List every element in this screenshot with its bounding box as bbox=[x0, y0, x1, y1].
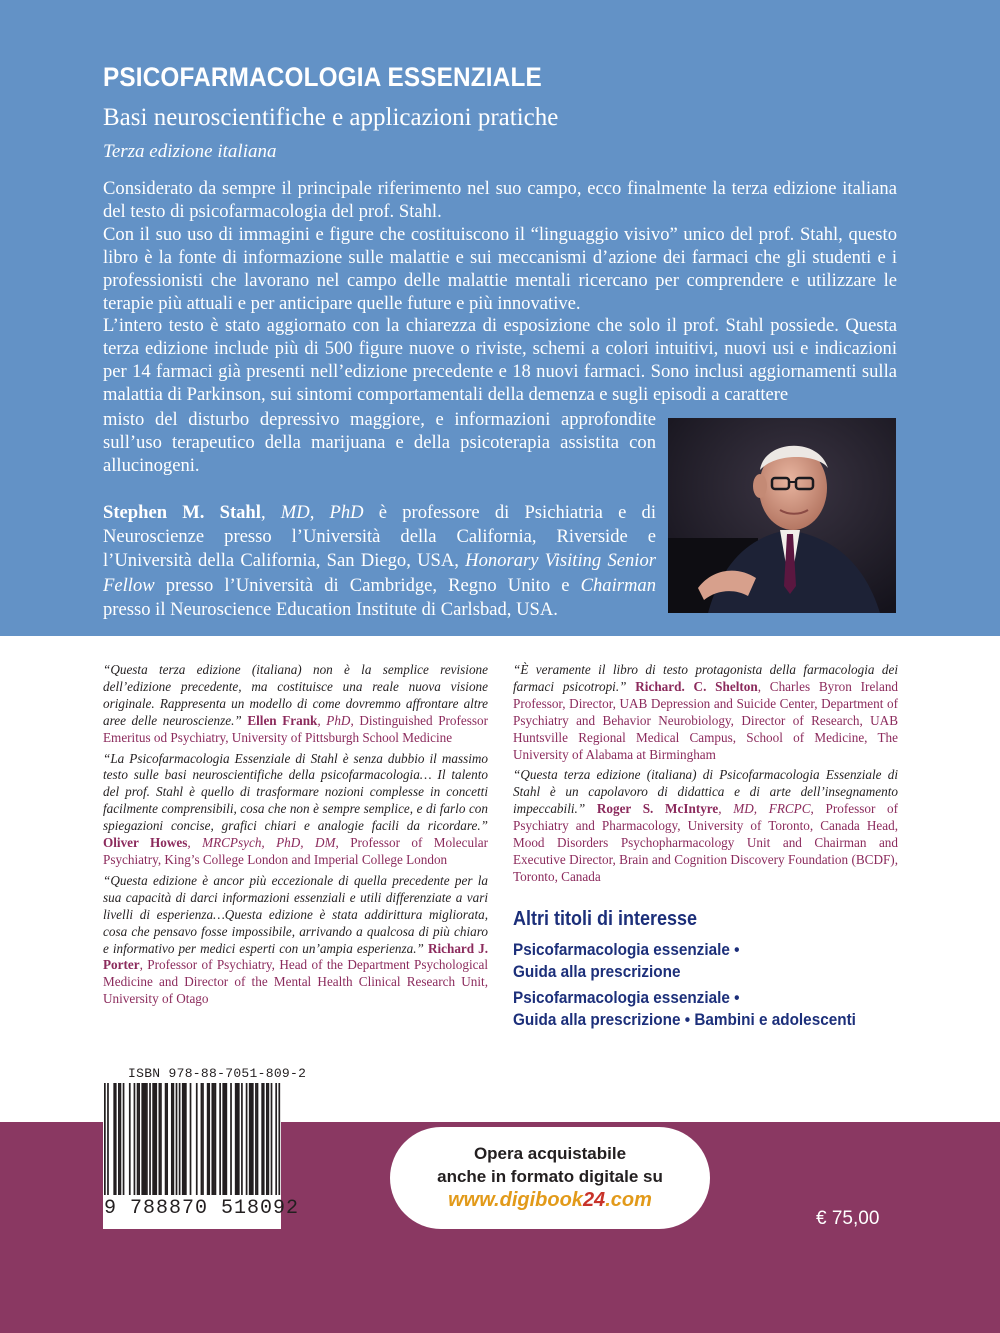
barcode-bar bbox=[123, 1083, 125, 1195]
barcode-bar bbox=[138, 1083, 140, 1195]
endorsements-right bbox=[513, 662, 898, 890]
barcode-bar bbox=[183, 1083, 185, 1195]
barcode-bar bbox=[173, 1083, 175, 1195]
barcode-bar bbox=[238, 1083, 240, 1195]
barcode-bar bbox=[120, 1083, 122, 1195]
quote-author-degree: , PhD bbox=[317, 712, 351, 728]
barcode-bar bbox=[201, 1083, 203, 1195]
barcode-bar bbox=[176, 1083, 178, 1195]
endorsement-mcintyre bbox=[513, 767, 898, 885]
quote-author: Roger S. McIntyre bbox=[596, 801, 719, 817]
barcode-bar bbox=[171, 1083, 173, 1195]
barcode-bar bbox=[129, 1083, 131, 1195]
barcode-bar bbox=[224, 1083, 226, 1195]
barcode-bar bbox=[250, 1083, 252, 1195]
other-title-1-line-2: Guida alla prescrizione bbox=[513, 962, 681, 981]
barcode-bar bbox=[160, 1083, 162, 1195]
barcode-bar bbox=[241, 1083, 243, 1195]
barcode-bar bbox=[154, 1083, 156, 1195]
barcode-bar bbox=[235, 1083, 237, 1195]
other-title-2-line-2: Guida alla prescrizione • Bambini e adolescenti bbox=[513, 1010, 856, 1029]
barcode-bar bbox=[278, 1083, 280, 1195]
digital-edition-badge[interactable] bbox=[390, 1127, 710, 1229]
barcode-bar bbox=[196, 1083, 198, 1195]
intro-paragraph-3-continued: misto del disturbo depressivo maggiore, e informazioni approfondite sull’uso terapeutico della marijuana e della psicoterapia assistita con allucinogeni. bbox=[103, 409, 656, 476]
book-subtitle: Basi neuroscientifiche e applicazioni pratiche bbox=[103, 104, 559, 131]
barcode-bar bbox=[275, 1083, 277, 1195]
barcode-bar bbox=[225, 1083, 227, 1195]
barcode-bar bbox=[185, 1083, 187, 1195]
barcode-bar bbox=[118, 1083, 120, 1195]
barcode-bar bbox=[141, 1083, 143, 1195]
barcode-bar bbox=[219, 1083, 221, 1195]
price-label: € 75,00 bbox=[816, 1208, 880, 1229]
barcode-bar bbox=[149, 1083, 151, 1195]
endorsement-shelton bbox=[513, 662, 898, 763]
intro-text bbox=[103, 178, 897, 407]
barcode-bar bbox=[152, 1083, 154, 1195]
bio-text: presso il Neuroscience Education Institute di Carlsbad, USA. bbox=[103, 598, 558, 620]
author-name: Stephen M. Stahl bbox=[103, 502, 261, 523]
intro-paragraph-2: Con il suo uso di immagini e figure che costituiscono il “linguaggio visivo” unico del prof. Stahl, questo libro è la fonte di informazione sulle malattie e sui meccanismi d’azione dei farmaci che gli studenti e i professionisti che lavorano nel campo delle malattie mentali ricercano per comprendere e utilizzare le terapie più attuali e per anticipare quelle future e più innovative. bbox=[103, 223, 897, 314]
quote-author-degree: , MRCPsych, PhD, DM bbox=[187, 835, 336, 851]
endorsement-howes bbox=[103, 751, 488, 869]
digibook-link-part: www.digibook bbox=[448, 1189, 583, 1211]
quote-text: “Questa terza edizione (italiana) non è la semplice revisione dell’edizione precedente, ma costituisce una reale nuova visione originale. Rappresenta un modello di come dovremmo affrontare altre aree delle neuroscienze.” bbox=[103, 662, 488, 728]
barcode-bar bbox=[146, 1083, 148, 1195]
barcode-bar bbox=[230, 1083, 232, 1195]
bio-fellow-title: Honorary Visiting Senior Fellow bbox=[103, 550, 656, 596]
intro-paragraph-1: Considerato da sempre il principale riferimento nel suo campo, ecco finalmente la terza edizione italiana del testo di psicofarmacologia del prof. Stahl. bbox=[103, 178, 897, 222]
other-titles-heading: Altri titoli di interesse bbox=[513, 908, 698, 930]
quote-author-affiliation: , Distinguished Professor Emeritus od Psychiatry, University of Pittsburgh School Medicine bbox=[103, 712, 489, 745]
barcode-bar bbox=[222, 1083, 224, 1195]
barcode-bar bbox=[165, 1083, 167, 1195]
barcode-bar bbox=[166, 1083, 168, 1195]
barcode-bar bbox=[271, 1083, 273, 1195]
barcode-digits: 9 788870 518092 bbox=[104, 1197, 300, 1220]
bio-separator: , bbox=[309, 502, 330, 523]
bio-chairman-title: Chairman bbox=[580, 574, 656, 596]
barcode-bar bbox=[207, 1083, 209, 1195]
barcode-bar bbox=[211, 1083, 213, 1195]
quote-author: Ellen Frank bbox=[247, 712, 318, 728]
book-title: PSICOFARMACOLOGIA ESSENZIALE bbox=[103, 62, 542, 92]
quote-author-affiliation: , Professor of Psychiatry, Head of the Department Psychological Medicine and Director of the Mental Health Clinical Research Unit, University of Otago bbox=[103, 957, 488, 1007]
barcode-bar bbox=[252, 1083, 254, 1195]
quote-author: Richard. C. Shelton bbox=[635, 678, 758, 694]
barcode-bar bbox=[137, 1083, 139, 1195]
barcode-bar bbox=[182, 1083, 184, 1195]
bio-text: è professore di Psichiatria e di Neuroscienze presso l’Università della California, Riverside e l’Università della California, San Diego, USA, bbox=[103, 502, 656, 572]
isbn-label: ISBN 978-88-7051-809-2 bbox=[128, 1066, 307, 1081]
quote-author-affiliation: , Professor of Psychiatry and Pharmacology, University of Toronto, Canada Head, Mood Disorders Psychopharmacology Unit and Chairman and Executive Director, Brain and Cognition Discovery Foundation (BCDF), Toronto, Canada bbox=[513, 801, 899, 884]
quote-author: Richard J. Porter bbox=[103, 940, 489, 973]
digibook-link-number: 24 bbox=[582, 1189, 606, 1211]
barcode-bar bbox=[268, 1083, 270, 1195]
barcode bbox=[103, 1083, 281, 1197]
edition-label: Terza edizione italiana bbox=[103, 141, 277, 162]
barcode-bar bbox=[190, 1083, 192, 1195]
author-portrait-image bbox=[668, 418, 896, 613]
endorsement-frank bbox=[103, 662, 488, 747]
barcode-bar bbox=[208, 1083, 210, 1195]
quote-text: “Questa terza edizione (italiana) di Psicofarmacologia Essenziale di Stahl è un capolavoro di didattica e di arte dell’insegnamento impeccabili.” bbox=[513, 767, 898, 817]
barcode-bar bbox=[179, 1083, 181, 1195]
author-bio bbox=[103, 501, 656, 622]
barcode-bar bbox=[215, 1083, 217, 1195]
barcode-bar bbox=[145, 1083, 147, 1195]
digibook-link-tld: .com bbox=[605, 1189, 652, 1211]
intro-paragraph-3: L’intero testo è stato aggiornato con la chiarezza di esposizione che solo il prof. Stahl possiede. Questa terza edizione include più di 500 figure nuove o riviste, schemi a colori intuitivi, nuovi usi e indicazioni per 14 farmaci già presenti nell’edizione precedente e 18 nuovi farmaci. Sono inclusi aggiornamenti sulla malattia di Parkinson, sui sintomi comportamentali della demenza e sugli episodi a carattere bbox=[103, 315, 897, 406]
quote-author-affiliation: , Charles Byron Ireland Professor, Director, UAB Depression and Suicide Center, Department of Psychiatry and Behavior Neurobiology, Director of Research, UAB Huntsville Regional Medical Campus, School of Medicine, The University of Alabama at Birmingham bbox=[513, 678, 899, 762]
digital-line-2: anche in formato digitale su bbox=[437, 1167, 663, 1186]
bio-separator: , bbox=[260, 502, 281, 523]
barcode-bar bbox=[113, 1083, 115, 1195]
endorsement-porter bbox=[103, 873, 488, 1008]
digital-line-1: Opera acquistabile bbox=[473, 1144, 627, 1163]
bio-text: presso l’Università di Cambridge, Regno Unito e bbox=[154, 574, 581, 596]
other-title-1-line-1: Psicofarmacologia essenziale • bbox=[513, 940, 740, 959]
endorsements-left bbox=[103, 662, 488, 1012]
barcode-bar bbox=[143, 1083, 145, 1195]
barcode-bar bbox=[255, 1083, 257, 1195]
quote-text: “È veramente il libro di testo protagonista della farmacologia dei farmaci psicotropi.” bbox=[513, 662, 898, 694]
quote-author: Oliver Howes bbox=[103, 835, 188, 851]
barcode-bar bbox=[134, 1083, 136, 1195]
barcode-bar bbox=[257, 1083, 259, 1195]
barcode-bar bbox=[202, 1083, 204, 1195]
barcode-bar bbox=[236, 1083, 238, 1195]
author-photo bbox=[668, 418, 896, 613]
author-degree-phd: PhD bbox=[329, 502, 364, 523]
barcode-bar bbox=[115, 1083, 117, 1195]
digibook-link[interactable] bbox=[390, 1189, 710, 1212]
quote-text: “Questa edizione è ancor più eccezionale di quella precedente per la sua capacità di darci informazioni essenziali e utili differenziate a vari livelli di esperienza…Questa edizione è stata addirittura migliorata, cosa che pensavo fosse impossibile, arrivando a qualcosa di più chiaro e informativo per medici esperti con un’ampia esperienza.” bbox=[103, 872, 488, 956]
barcode-bar bbox=[107, 1083, 109, 1195]
quote-author-affiliation: , Professor of Molecular Psychiatry, King’s College London and Imperial College London bbox=[103, 835, 488, 867]
barcode-bar bbox=[104, 1083, 106, 1195]
barcode-bar bbox=[155, 1083, 157, 1195]
author-degree-md: MD bbox=[280, 502, 310, 523]
barcode-bar bbox=[266, 1083, 268, 1195]
barcode-bar bbox=[249, 1083, 251, 1195]
barcode-bar bbox=[263, 1083, 265, 1195]
other-title-2-line-1: Psicofarmacologia essenziale • bbox=[513, 988, 740, 1007]
barcode-bar bbox=[213, 1083, 215, 1195]
quote-text: “La Psicofarmacologia Essenziale di Stahl è senza dubbio il massimo testo sulle basi neuroscientifiche della psicofarmacologia… Il talento del prof. Stahl è quello di trasformare nozioni complesse in concetti facilmente comprensibili, cosa che non è sempre semplice, e di farlo con spiegazioni concise, grafici chiari e analogie facili da ricordare.” bbox=[103, 750, 488, 834]
barcode-bar bbox=[246, 1083, 248, 1195]
quote-author-degree: , MD, FRCPC bbox=[718, 801, 811, 817]
barcode-bar bbox=[159, 1083, 161, 1195]
barcode-bar bbox=[261, 1083, 263, 1195]
